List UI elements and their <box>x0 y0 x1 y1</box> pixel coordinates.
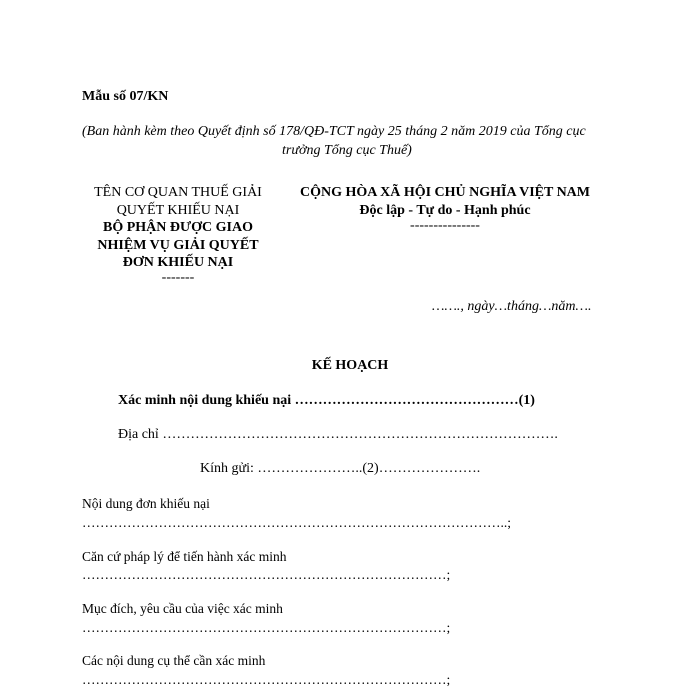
date-line: ……., ngày…tháng…năm…. <box>432 299 592 314</box>
section-dots: ………………………………………………………………………; <box>82 620 451 635</box>
section-label: Nội dung đơn khiếu nại <box>82 496 210 511</box>
decree-note-line2: trưởng Tổng cục Thuế) <box>282 143 412 158</box>
department-line2: NHIỆM VỤ GIẢI QUYẾT <box>97 237 259 253</box>
section-label: Căn cứ pháp lý để tiến hành xác minh <box>82 549 287 564</box>
section-label: Các nội dung cụ thể cần xác minh <box>82 653 266 668</box>
left-header <box>80 184 276 284</box>
address-line: Địa chỉ …………………………………………………………………………. <box>118 427 558 442</box>
decree-note-line1: (Ban hành kèm theo Quyết định số 178/QĐ-TCT ngày 25 tháng 2 năm 2019 của Tổng cục <box>82 124 586 139</box>
right-header <box>288 184 602 232</box>
country-name: CỘNG HÒA XÃ HỘI CHỦ NGHĨA VIỆT NAM <box>299 185 590 200</box>
right-header-divider: --------------- <box>410 218 480 233</box>
subject-line: Xác minh nội dung khiếu nại …………………………………………(1) <box>118 393 535 408</box>
section-dots: …………………………………………………………………………………..; <box>82 515 512 530</box>
national-motto: Độc lập - Tự do - Hạnh phúc <box>359 203 531 218</box>
document-title: KẾ HOẠCH <box>311 358 389 373</box>
agency-name-line2: QUYẾT KHIẾU NẠI <box>116 202 240 218</box>
section-dots: ………………………………………………………………………; <box>82 672 451 687</box>
section-label: Mục đích, yêu cầu của việc xác minh <box>82 601 283 616</box>
left-header-divider: ------- <box>161 269 195 285</box>
department-line3: ĐƠN KHIẾU NẠI <box>122 255 234 270</box>
section-dots: ………………………………………………………………………; <box>82 567 451 582</box>
form-number: Mẫu số 07/KN <box>82 89 169 104</box>
department-line1: BỘ PHẬN ĐƯỢC GIAO <box>103 220 253 235</box>
recipient-line: Kính gửi: …………………..(2)…………………. <box>200 461 481 476</box>
agency-name-line1: TÊN CƠ QUAN THUẾ GIẢI <box>94 185 262 200</box>
